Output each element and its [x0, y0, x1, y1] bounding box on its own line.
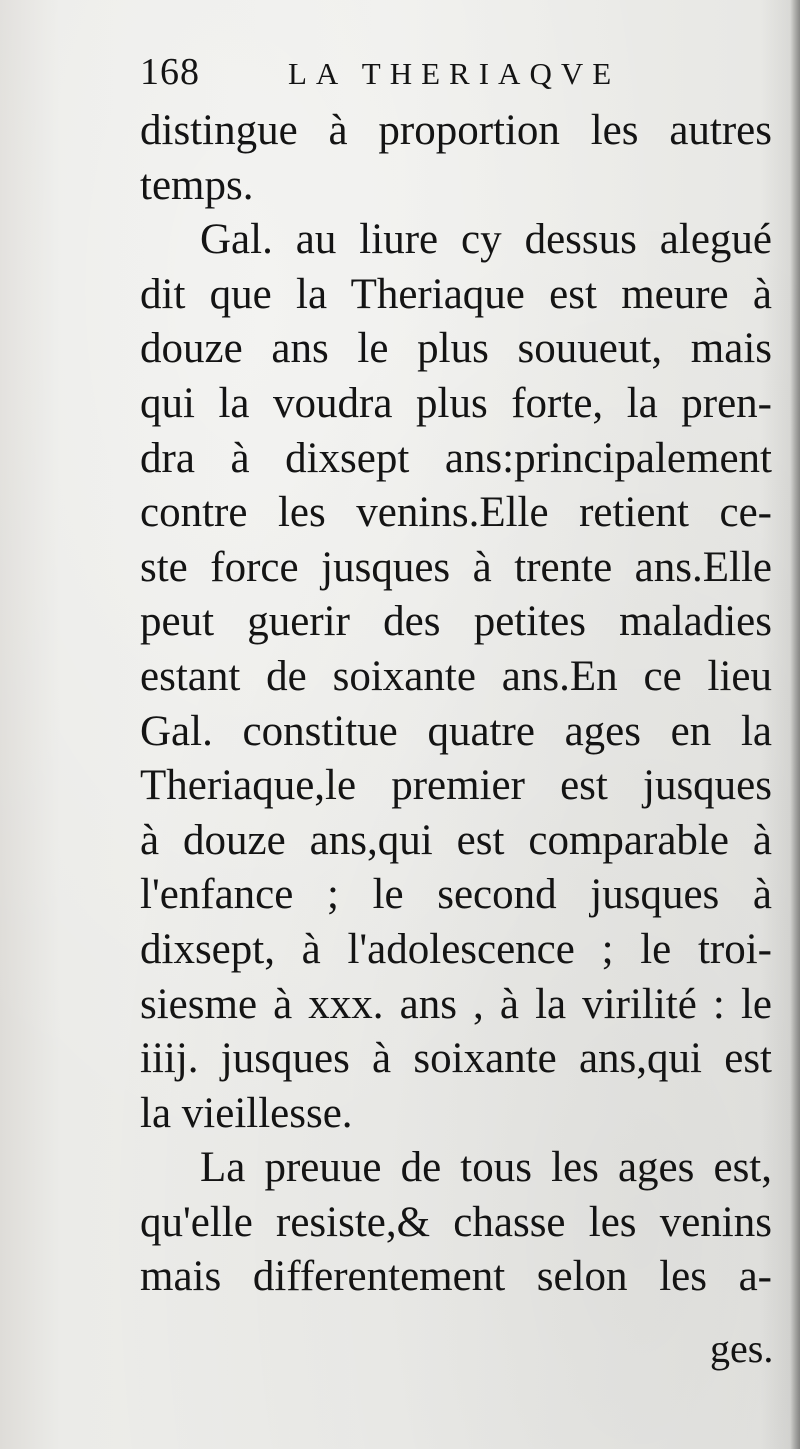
page-header — [140, 46, 770, 98]
text-line: Gal. au liure cy dessus alegué — [200, 216, 772, 264]
text-line: mais differentement selon les a- — [140, 1253, 772, 1301]
text-line: qu'elle resiste,& chasse les venins — [140, 1198, 772, 1246]
text-line: peut guerir des petites maladies — [140, 598, 772, 646]
text-line: Gal. constitue quatre ages en la — [140, 707, 772, 755]
text-line: distingue à proportion les autres — [140, 107, 772, 154]
page-edge-shadow — [790, 0, 800, 1449]
text-line: temps. — [140, 161, 254, 209]
text-line: dixsept, à l'adolescence ; le troi- — [140, 925, 772, 973]
page-number: 168 — [140, 51, 200, 93]
text-line: La preuue de tous les ages est, — [200, 1144, 772, 1192]
text-line: douze ans le plus souueut, mais — [140, 325, 772, 373]
text-line: siesme à xxx. ans , à la virilité : le — [140, 980, 772, 1028]
text-line: Theriaque,le premier est jusques — [140, 762, 772, 810]
text-line: contre les venins.Elle retient ce- — [140, 489, 772, 537]
text-line: estant de soixante ans.En ce lieu — [140, 652, 772, 700]
paragraph-3 — [140, 1141, 772, 1305]
text-line: la vieillesse. — [140, 1089, 353, 1137]
text-line: qui la voudra plus forte, la pren- — [140, 379, 772, 427]
text-line: à douze ans,qui est comparable à — [140, 816, 772, 864]
catchword: ges. — [710, 1326, 774, 1371]
text-line: l'enfance ; le second jusques à — [140, 871, 772, 919]
text-line: ste force jusques à trente ans.Elle — [140, 543, 772, 591]
running-title: LA THERIAQVE — [288, 56, 621, 91]
paragraph-2 — [140, 213, 772, 1141]
text-line: dra à dixsept ans:principalement — [140, 434, 772, 482]
paragraph-1 — [140, 104, 772, 213]
body-text — [140, 104, 772, 1305]
text-line: dit que la Theriaque est meure à — [140, 270, 772, 318]
text-line: iiij. jusques à soixante ans,qui est — [140, 1035, 772, 1083]
